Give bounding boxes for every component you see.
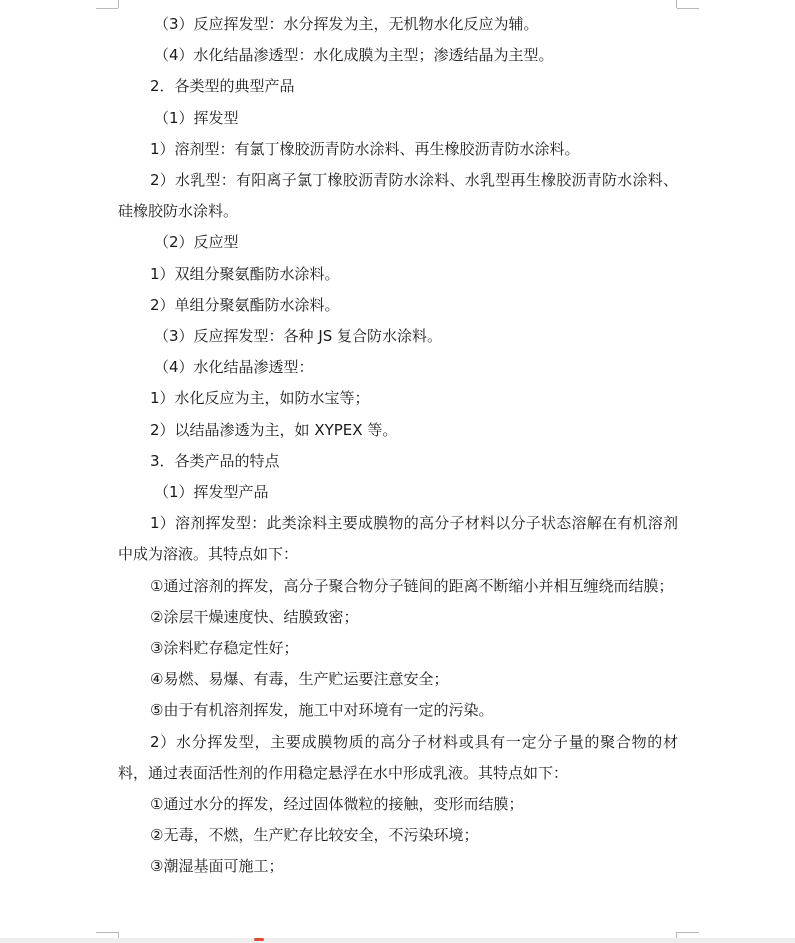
list-item-one-component-pu: 2）单组分聚氨酯防水涂料。 <box>150 295 340 314</box>
feature-water-1: ①通过水分的挥发，经过固体微粒的接触，变形而结膜； <box>150 795 524 814</box>
feature-solvent-1: ①通过溶剂的挥发，高分子聚合物分子链间的距离不断缩小并相互缠绕而结膜； <box>150 576 674 595</box>
paragraph-reactive-volatile-type: （3）反应挥发型：水分挥发为主，无机物水化反应为辅。 <box>154 15 539 33</box>
subheading-volatile-products: （1）挥发型产品 <box>154 483 269 502</box>
crop-mark-bottom-right-horizontal <box>677 932 699 933</box>
crop-mark-top-left-horizontal <box>96 8 118 9</box>
section-heading-typical-products: 2．各类型的典型产品 <box>150 77 295 96</box>
subheading-reactive-volatile-js: （3）反应挥发型：各种 JS 复合防水涂料。 <box>154 327 443 346</box>
feature-solvent-3: ③涂料贮存稳定性好； <box>150 639 299 658</box>
list-item-hydration-main: 1）水化反应为主，如防水宝等； <box>150 389 370 408</box>
subheading-hydration-crystal: （4）水化结晶渗透型： <box>154 358 314 377</box>
subheading-volatile-type: （1）挥发型 <box>154 108 239 127</box>
list-item-crystal-main: 2）以结晶渗透为主，如 XYPEX 等。 <box>150 420 398 439</box>
feature-solvent-4: ④易燃、易爆、有毒，生产贮运要注意安全； <box>150 670 449 689</box>
feature-water-3: ③潮湿基面可施工； <box>150 857 284 876</box>
list-item-water-volatile: 2）水分挥发型，主要成膜物质的高分子材料或具有一定分子量的聚合物的材料，通过表面活性剂的作用稳定悬浮在水中形成乳液。其特点如下： <box>118 732 678 782</box>
crop-mark-top-left-vertical <box>118 0 119 8</box>
list-item-two-component-pu: 1）双组分聚氨酯防水涂料。 <box>150 264 340 283</box>
list-item-solvent-type: 1）溶剂型：有氯丁橡胶沥青防水涂料、再生橡胶沥青防水涂料。 <box>150 139 580 158</box>
crop-mark-bottom-left-horizontal <box>96 932 118 933</box>
crop-mark-top-right-horizontal <box>677 8 699 9</box>
subheading-reactive-type: （2）反应型 <box>154 233 239 252</box>
document-body <box>118 9 678 883</box>
crop-mark-top-right-vertical <box>676 0 677 8</box>
section-heading-product-features: 3．各类产品的特点 <box>150 451 280 470</box>
paragraph-hydration-crystal-type: （4）水化结晶渗透型：水化成膜为主型；渗透结晶为主型。 <box>154 46 554 65</box>
list-item-solvent-volatile: 1）溶剂挥发型：此类涂料主要成膜物的高分子材料以分子状态溶解在有机溶剂中成为溶液。其特点如下： <box>118 514 678 564</box>
red-marker-icon <box>254 938 264 941</box>
page-bottom-edge <box>0 938 795 943</box>
feature-solvent-5: ⑤由于有机溶剂挥发，施工中对环境有一定的污染。 <box>150 701 494 720</box>
feature-water-2: ②无毒，不燃，生产贮存比较安全，不污染环境； <box>150 826 479 845</box>
list-item-emulsion-type: 2）水乳型：有阳离子氯丁橡胶沥青防水涂料、水乳型再生橡胶沥青防水涂料、硅橡胶防水涂料。 <box>118 171 678 221</box>
feature-solvent-2: ②涂层干燥速度快、结膜致密； <box>150 607 359 626</box>
